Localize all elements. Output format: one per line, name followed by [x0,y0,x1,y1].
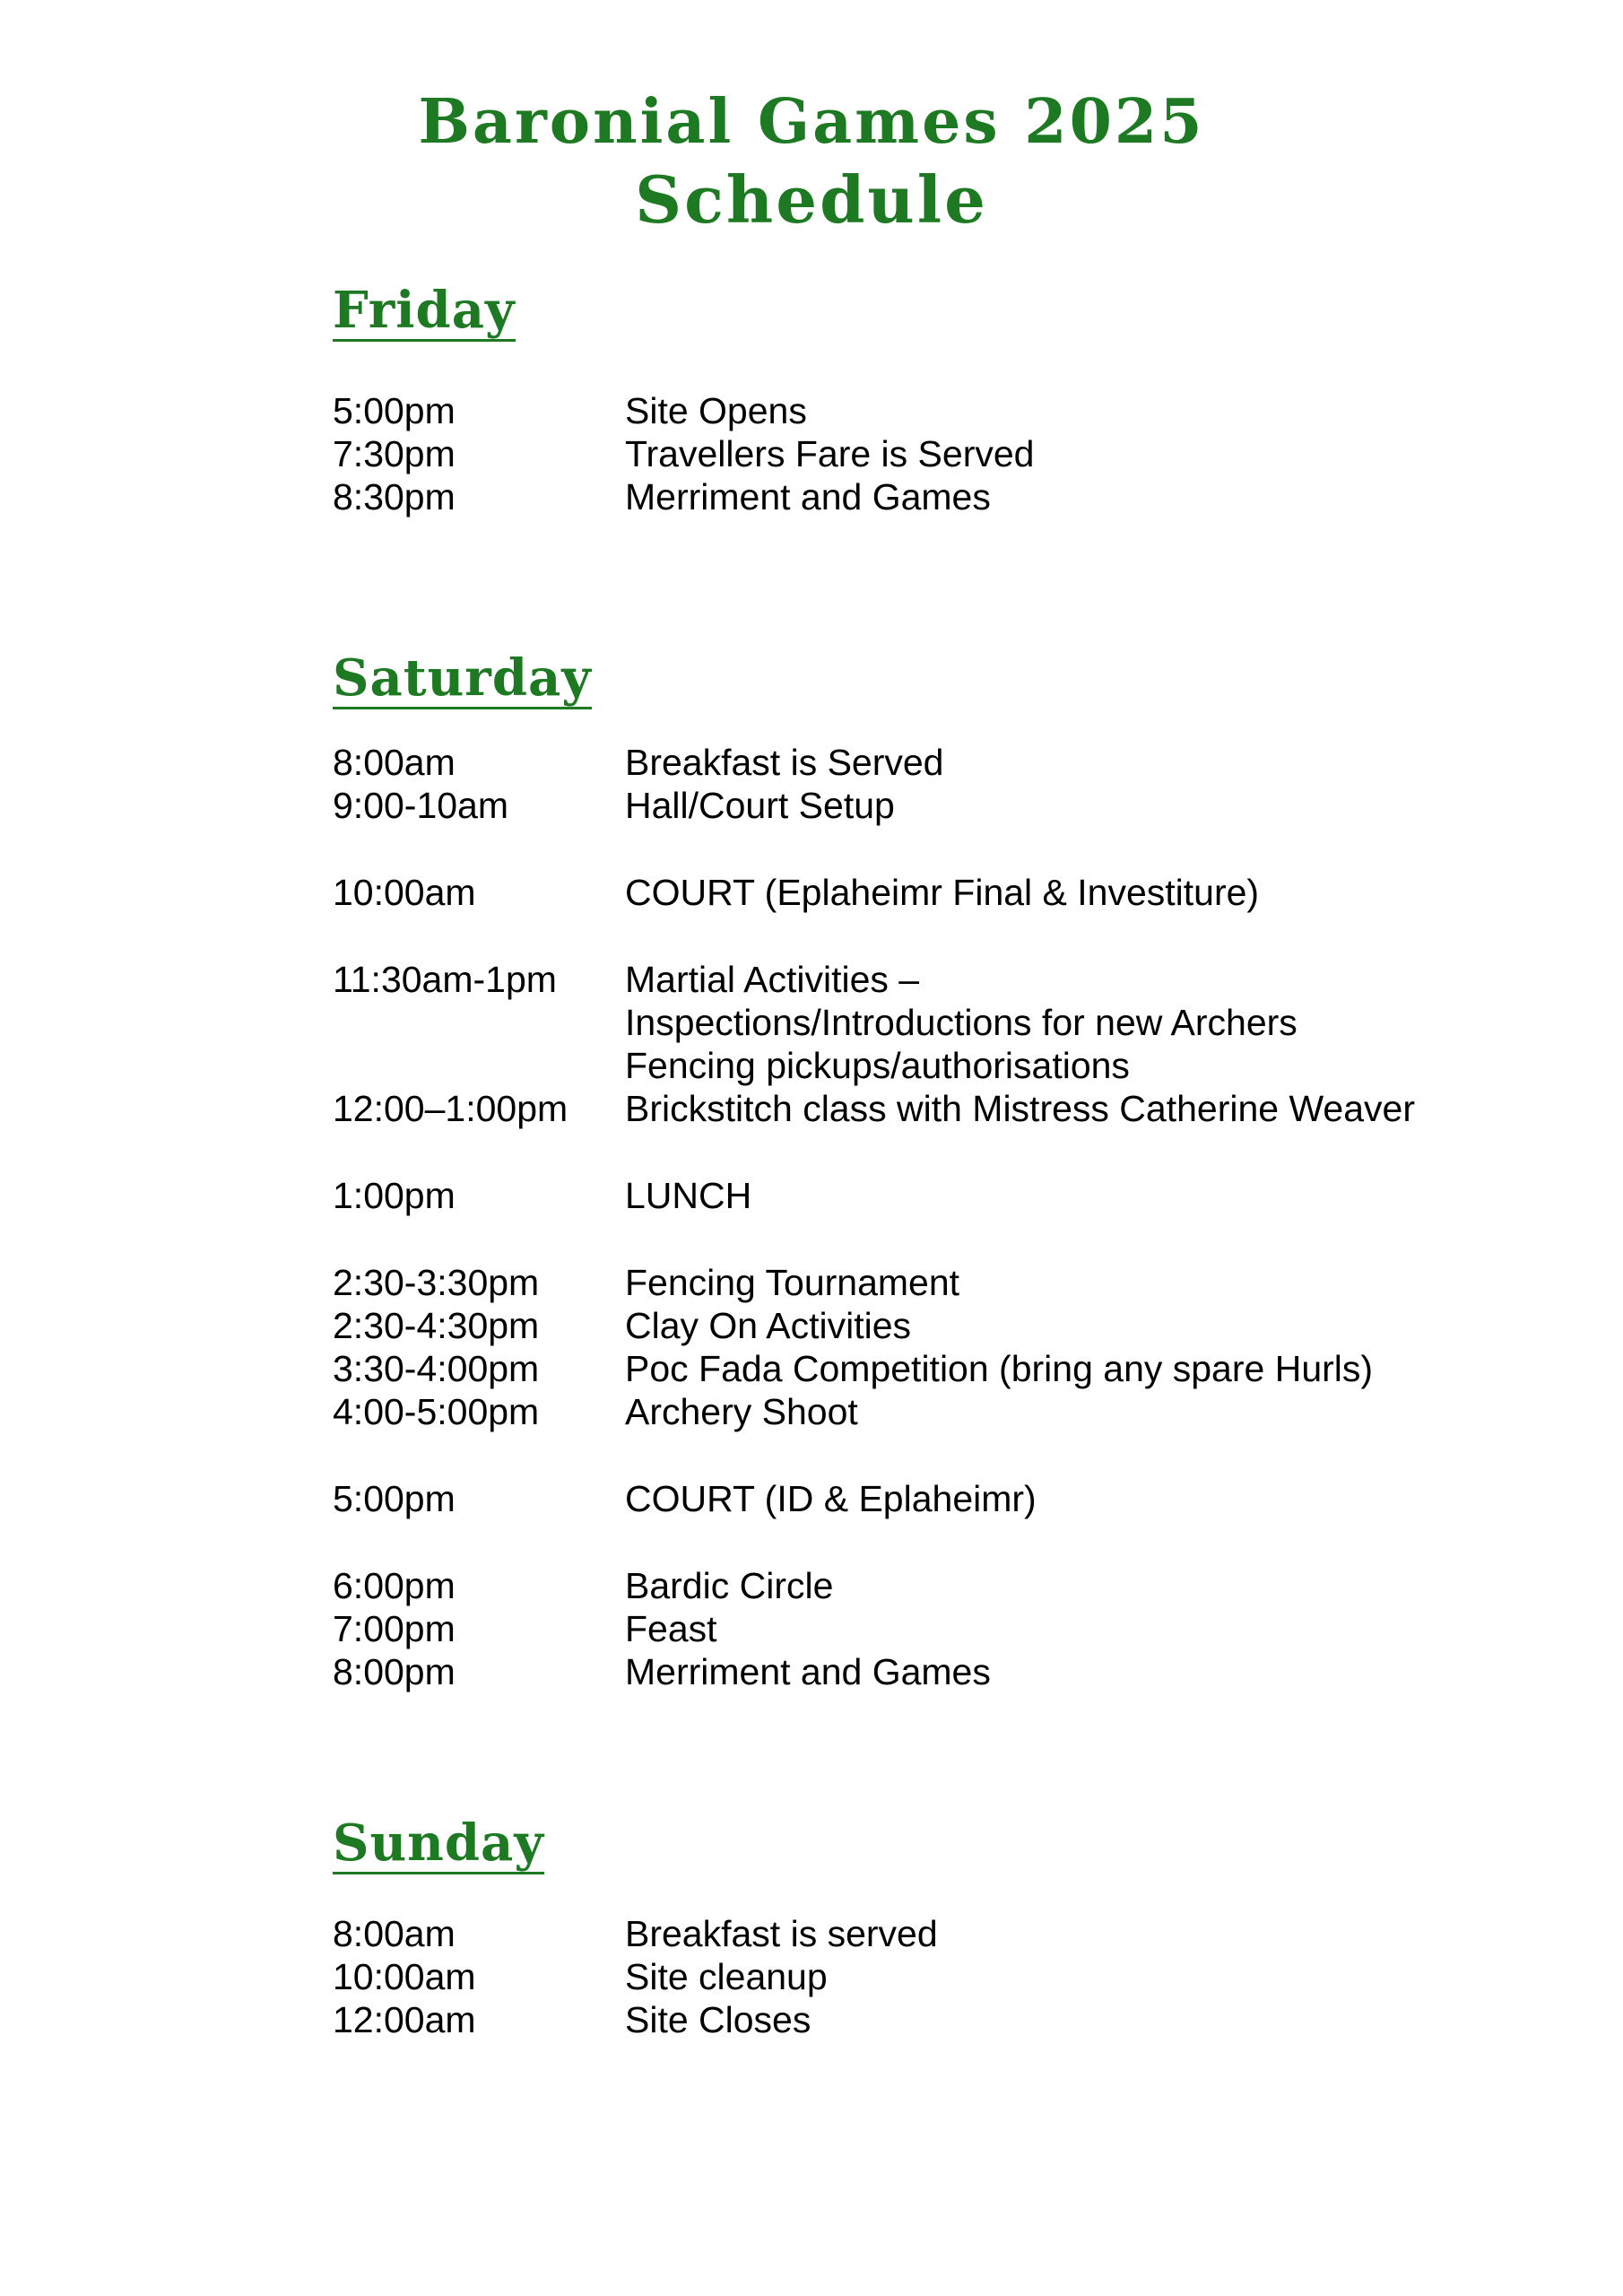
row-activity: Breakfast is served [625,1913,938,1954]
sunday-heading: Sunday [333,1813,544,1873]
row-activity: Hall/Court Setup [625,785,895,826]
row-time: 8:30pm [333,476,456,517]
schedule-row [0,1650,1623,1693]
row-time: 4:00-5:00pm [333,1391,540,1432]
schedule-row [0,1955,1623,1998]
friday-heading: Friday [333,281,516,340]
row-time: 8:00am [333,742,456,783]
schedule-row [0,1912,1623,1955]
schedule-row [0,389,1623,432]
row-activity: Clay On Activities [625,1305,911,1346]
schedule-row [0,475,1623,518]
schedule-row [0,871,1623,914]
schedule-row [0,784,1623,827]
row-activity: Bardic Circle [625,1565,834,1606]
row-activity: Breakfast is Served [625,742,944,783]
row-activity: Merriment and Games [625,1651,991,1692]
schedule-row [0,1174,1623,1217]
row-time: 6:00pm [333,1565,456,1606]
row-time: 7:00pm [333,1608,456,1649]
schedule-row [0,1087,1623,1130]
row-activity: Brickstitch class with Mistress Catherine Weaver [625,1088,1415,1129]
row-activity: Fencing pickups/authorisations [625,1045,1130,1086]
row-activity: Travellers Fare is Served [625,433,1035,474]
schedule-row [0,1998,1623,2041]
row-time: 10:00am [333,1956,476,1997]
row-activity: Fencing Tournament [625,1262,960,1303]
schedule-row [0,741,1623,784]
page-subtitle: Schedule [635,161,988,238]
row-activity: Martial Activities – [625,959,920,1000]
row-time: 5:00pm [333,390,456,431]
row-time: 2:30-3:30pm [333,1262,540,1303]
schedule-row [0,1390,1623,1433]
schedule-row [0,1044,1623,1087]
row-time: 9:00-10am [333,785,509,826]
schedule-row [0,1261,1623,1304]
schedule-row [0,1564,1623,1607]
schedule-row [0,1347,1623,1390]
row-activity: Feast [625,1608,717,1649]
row-time: 8:00am [333,1913,456,1954]
row-time: 2:30-4:30pm [333,1305,540,1346]
page-title: Baronial Games 2025 [418,86,1205,158]
row-time: 3:30-4:00pm [333,1348,540,1389]
row-time: 12:00–1:00pm [333,1088,568,1129]
row-activity: Merriment and Games [625,476,991,517]
saturday-heading: Saturday [333,648,592,708]
row-time: 8:00pm [333,1651,456,1692]
row-time: 1:00pm [333,1175,456,1216]
row-activity: Poc Fada Competition (bring any spare Hurls) [625,1348,1374,1389]
row-time: 11:30am-1pm [333,959,557,1000]
schedule-row [0,1001,1623,1044]
row-activity: Inspections/Introductions for new Archers [625,1002,1298,1043]
row-time: 5:00pm [333,1478,456,1519]
schedule-row [0,432,1623,475]
row-time: 12:00am [333,1999,476,2040]
row-activity: Site Opens [625,390,807,431]
row-activity: COURT (Eplaheimr Final & Investiture) [625,872,1260,913]
row-activity: Site cleanup [625,1956,828,1997]
row-time: 10:00am [333,872,476,913]
row-activity: Site Closes [625,1999,812,2040]
row-activity: COURT (ID & Eplaheimr) [625,1478,1037,1519]
row-activity: LUNCH [625,1175,752,1216]
schedule-row [0,1607,1623,1650]
row-activity: Archery Shoot [625,1391,858,1432]
schedule-row [0,1304,1623,1347]
row-time: 7:30pm [333,433,456,474]
schedule-row [0,958,1623,1001]
schedule-row [0,1477,1623,1520]
